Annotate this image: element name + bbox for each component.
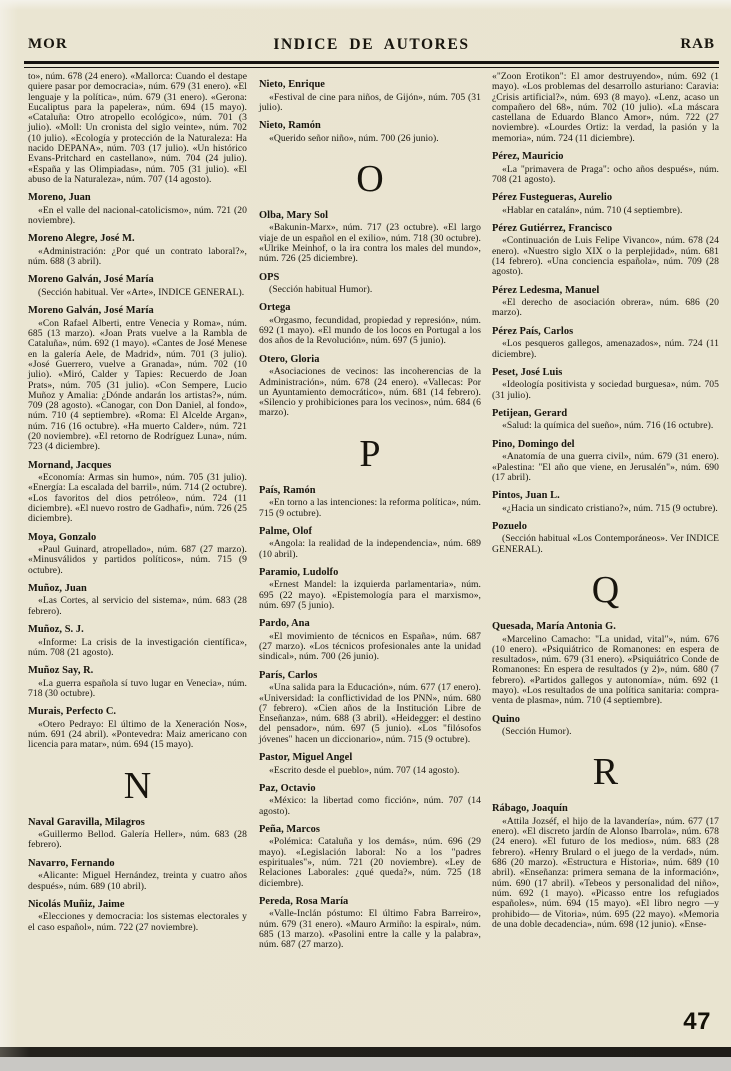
entry-articles: (Sección Humor). bbox=[502, 726, 572, 738]
entry-articles: «Festival de cine para niños, de Gijón», núm. 705 (31 julio). bbox=[259, 91, 481, 113]
author-name: Pereda, Rosa María bbox=[259, 895, 349, 907]
author-name: OPS bbox=[259, 271, 280, 283]
entry-articles: (Sección habitual Humor). bbox=[269, 284, 373, 296]
author-name: Pérez Ledesma, Manuel bbox=[492, 284, 600, 296]
entry-articles: «Otero Pedrayo: El último de la Xeneración Nos», núm. 691 (24 abril). «Pontevedra: Maiz americano con licencia para matar», núm. 694 (15 mayo). bbox=[28, 718, 247, 751]
entry-articles: «¿Hacia un sindicato cristiano?», núm. 715 (9 octubre). bbox=[502, 502, 718, 514]
entry-articles: «El derecho de asociación obrera», núm. 686 (20 marzo). bbox=[492, 297, 719, 319]
entry-articles: «Los pesqueros gallegos, amenazados», núm. 724 (11 diciembre). bbox=[492, 338, 719, 360]
continuation-paragraph: to», núm. 678 (24 enero). «Mallorca: Cuando el destape quiere pasar por democracia», núm. 679 (31 enero). «El lenguaje y la política», núm. 679 (31 enero). «Gerona: Eucaliptus para la papelera», núm. 694 (15 mayo). «Cataluña: Otro atropello ecológico», núm. 701 (3 julio). «Moll: Un cronista del siglo veinte», núm. 702 (10 julio). «Ecología y protección de la Naturaleza: Ha nacido DEPANA», núm. 703 (17 julio). «Un histórico Evans-Pritchard en castellano», núm. 704 (24 julio). «España y las Olimpiadas», núm. 705 (31 julio). «El abuso de la Naturaleza», núm. 707 (14 agosto). bbox=[28, 71, 247, 185]
entry-articles: «Con Rafael Alberti, entre Venecia y Roma», núm. 685 (13 marzo). «Joan Prats vuelve a la Rambla de Cataluña», núm. 692 (1 mayo). «Cantes de José Menese en la galería Aele, de Madrid», núm. 701 (3 julio). «José Guerrero, vuelve a Granada», núm. 702 (10 julio). «Miró, Calder y Tapies: Recuerdo de Joan Prats», núm. 705 (31 julio). «Con Sempere, Lucio Muñoz y Amalia: ¿Dónde andarán los artistas?», núm. 709 (28 agosto). «Canogar, con Don Daniel, al fondo», núm. 710 (4 septiembre). «Roma: El Alcelde Argan», núm. 716 (16 octubre). «Ha muerto Calder», núm. 721 (20 noviembre). «El retorno de Rodríguez Luna», núm. 723 (4 diciembre). bbox=[28, 317, 247, 453]
author-name: Peset, José Luis bbox=[492, 366, 563, 378]
running-head-left-keyword: MOR bbox=[28, 36, 68, 52]
column-2 bbox=[259, 72, 481, 951]
entry-articles: «La "primavera de Praga": ocho años después», núm. 708 (21 agosto). bbox=[492, 163, 719, 185]
entry-articles: «Querido señor niño», núm. 700 (26 junio). bbox=[269, 132, 439, 144]
author-name: Peña, Marcos bbox=[259, 823, 321, 835]
header-double-rule bbox=[24, 61, 719, 68]
entry-articles: «En el valle del nacional-catolicismo», núm. 721 (20 noviembre). bbox=[28, 204, 247, 227]
author-name: Nicolás Muñiz, Jaime bbox=[28, 898, 125, 910]
author-name: Muñoz, Juan bbox=[28, 582, 87, 594]
entry-articles: «Bakunin-Marx», núm. 717 (23 octubre). «El largo viaje de un español en el exilio», núm. 718 (30 octubre). «Ulrike Meinhof, o la ira contra los males del mundo», núm. 726 (25 diciembre). bbox=[259, 222, 481, 265]
section-letter-r: R bbox=[592, 751, 619, 794]
running-head-right-keyword: RAB bbox=[680, 36, 715, 52]
author-name: Pintos, Juan L. bbox=[492, 490, 560, 502]
entry-articles: «Alicante: Miguel Hernández, treinta y cuatro años después», núm. 689 (10 abril). bbox=[28, 870, 247, 892]
entry-articles: «Asociaciones de vecinos: las incoherencias de la Administración», núm. 678 (24 enero). «Vallecas: Por un Ayuntamiento democrático», núm. 681 (14 febrero). «Silencio y prohibiciones para los vecinos», núm. 684 (6 marzo). bbox=[259, 366, 481, 419]
entry-articles: «Hablar en catalán», núm. 710 (4 septiembre). bbox=[502, 204, 683, 216]
author-name: Pérez País, Carlos bbox=[492, 325, 574, 337]
entry-articles: «Orgasmo, fecundidad, propiedad y represión», núm. 692 (1 mayo). «El mundo de los locos en Portugal a los dos años de la Revolución», núm. 697 (5 junio). bbox=[259, 314, 481, 347]
author-name: Moreno Galván, José María bbox=[28, 305, 154, 317]
author-name: Muñoz, S. J. bbox=[28, 624, 84, 636]
entry-articles: «Administración: ¿Por qué un contrato laboral?», núm. 688 (3 abril). bbox=[28, 245, 247, 268]
author-name: Pérez Gutiérrez, Francisco bbox=[492, 222, 613, 234]
author-name: Otero, Gloria bbox=[259, 353, 320, 365]
entry-articles: «Valle-Inclán póstumo: El último Fabra Barreiro», núm. 679 (31 enero). «Mauro Armiño: la espiral», núm. 685 (13 marzo). «Pasolini entre la calle y la palabra», núm. 687 (27 marzo). bbox=[259, 908, 481, 951]
author-name: Quino bbox=[492, 713, 520, 725]
author-name: Pastor, Miguel Angel bbox=[259, 752, 353, 763]
author-name: Pardo, Ana bbox=[259, 618, 310, 630]
entry-articles: «Attila Jozséf, el hijo de la lavandería», núm. 677 (17 enero). «El discreto jardín de Alonso Ibarrola», núm. 678 (24 enero). «El futuro de los medios», núm. 683 (28 febrero). «Henry Brulard o el juego de la verdad», núm. 686 (20 marzo). «Estructura e Historia», núm. 689 (10 abril). «Enseñanza: primera semana de la información», núm. 690 (17 abril). «Tebeos y personalidad del niño», núm. 692 (1 mayo). «Picasso entre los refugiados españoles», núm. 694 (15 mayo). «El libro negro —y prohibido— de Vitoria», núm. 695 (22 mayo). «Memoria de una doble decadencia», núm. 698 (12 junio). «Ense- bbox=[492, 815, 719, 930]
author-name: Pozuelo bbox=[492, 520, 527, 532]
author-name: Palme, Olof bbox=[259, 525, 313, 537]
author-name: Pérez, Mauricio bbox=[492, 151, 564, 163]
entry-articles: «Informe: La crisis de la investigación científica», núm. 708 (21 agosto). bbox=[28, 636, 247, 658]
section-letter-p: P bbox=[359, 432, 381, 475]
entry-articles: «Ernest Mandel: la izquierda parlamentaria», núm. 695 (22 mayo). «Epistemología para el marxismo», núm. 697 (5 junio). bbox=[259, 579, 481, 612]
section-letter-q: Q bbox=[591, 569, 620, 612]
entry-articles: (Sección habitual «Los Contemporáneos». Ver INDICE GENERAL). bbox=[492, 533, 719, 555]
entry-articles: «Escrito desde el pueblo», núm. 707 (14 agosto). bbox=[269, 764, 460, 776]
author-name: Petijean, Gerard bbox=[492, 407, 568, 419]
running-head bbox=[28, 36, 715, 58]
entry-articles: «Ideología positivista y sociedad burguesa», núm. 705 (31 julio). bbox=[492, 379, 719, 401]
entry-articles: «Economía: Armas sin humo», núm. 705 (31 julio). «Energía: La escalada del barril», núm. 714 (2 octubre). «Los favoritos del dios petróleo», núm. 724 (11 diciembre). «El nuevo rostro de Gadhafi», núm. 726 (25 diciembre). bbox=[28, 472, 247, 525]
author-name: Navarro, Fernando bbox=[28, 857, 115, 869]
section-letter-n: N bbox=[123, 764, 152, 807]
author-name: Moya, Gonzalo bbox=[28, 531, 97, 543]
entry-articles: «Salud: la química del sueño», núm. 716 (16 octubre). bbox=[502, 420, 714, 432]
entry-articles: «El movimiento de técnicos en España», núm. 687 (27 marzo). «Los técnicos profesionales ante la unidad sindical», núm. 700 (26 junio). bbox=[259, 630, 481, 663]
entry-articles: «En torno a las intenciones: la reforma política», núm. 715 (9 octubre). bbox=[259, 497, 481, 519]
author-name: Moreno Alegre, José M. bbox=[28, 233, 135, 245]
author-name: Rábago, Joaquín bbox=[492, 803, 568, 815]
author-name: Moreno Galván, José María bbox=[28, 274, 154, 286]
author-name: Muñoz Say, R. bbox=[28, 665, 94, 677]
author-name: Nieto, Enrique bbox=[259, 79, 325, 90]
page-bottom-edge bbox=[0, 1047, 731, 1057]
entry-articles: «Una salida para la Educación», núm. 677 (17 enero). «Universidad: la conflictividad de los PNN», núm. 680 (7 febrero). «Cien años de la Institución Libre de Enseñanza», núm. 688 (3 abril). «Heidegger: el destino del pensador», núm. 697 (5 junio). «Los "filósofos jóvenes" hacen un diccionario», núm. 715 (9 octubre). bbox=[259, 682, 481, 745]
entry-articles: «Marcelino Camacho: "La unidad, vital"», núm. 676 (10 enero). «Psiquiátrico de Romanones: en espera de resultados», núm. 679 (31 enero). «Psiquiátrico Conde de Romanones: En espera de resultados (y 2)», núm. 680 (7 febrero). «Partidos gallegos y autonomía», núm. 692 (1 mayo). «Los resultados de una política sanitaria: compra-venta de plasma», núm. 710 (4 septiembre). bbox=[492, 633, 719, 707]
author-name: Nieto, Ramón bbox=[259, 120, 321, 132]
author-name: País, Ramón bbox=[259, 484, 316, 496]
author-name: Naval Garavilla, Milagros bbox=[28, 816, 145, 828]
author-name: Pino, Domingo del bbox=[492, 438, 575, 450]
entry-articles: «Anatomía de una guerra civil», núm. 679 (31 enero). «Palestina: "El año que viene, en Jerusalén"», núm. 690 (17 abril). bbox=[492, 451, 719, 483]
page-title: INDICE DE AUTORES bbox=[273, 36, 470, 53]
author-name: Quesada, María Antonia G. bbox=[492, 621, 616, 633]
column-3 bbox=[492, 72, 719, 930]
entry-articles: «La guerra española sí tuvo lugar en Venecia», núm. 718 (30 octubre). bbox=[28, 677, 247, 699]
entry-articles: (Sección habitual. Ver «Arte», INDICE GENERAL). bbox=[38, 286, 245, 298]
scanner-background bbox=[0, 1057, 731, 1071]
entry-articles: «Polémica: Cataluña y los demás», núm. 696 (29 mayo). «Legislación laboral: No a los "padres espirituales"», núm. 721 (20 noviembre). «Ley de Relaciones Laborales: ¿qué queda?», núm. 725 (18 diciembre). bbox=[259, 836, 481, 889]
author-name: Paz, Octavio bbox=[259, 782, 316, 794]
entry-articles: «México: la libertad como ficción», núm. 707 (14 agosto). bbox=[259, 795, 481, 817]
continuation-paragraph: «"Zoon Erotikon": El amor destruyendo», núm. 692 (1 mayo). «Los problemas del desarrollo asturiano: Caravia: ¿Crisis artificial?», núm. 693 (8 mayo). «Lenz, acaso un compañero del 68», núm. 702 (10 julio). «La máscara castellana de Eduardo Blanco Amor», núm. 722 (27 noviembre). «Lourdes Ortiz: la verdad, la pasión y la memoria», núm. 724 (11 diciembre). bbox=[492, 71, 719, 144]
author-name: Pérez Fustegueras, Aurelio bbox=[492, 192, 613, 204]
author-name: París, Carlos bbox=[259, 669, 318, 681]
section-letter-o: O bbox=[356, 157, 384, 200]
entry-articles: «Las Cortes, al servicio del sistema», núm. 683 (28 febrero). bbox=[28, 595, 247, 617]
entry-articles: «Angola: la realidad de la independencia», núm. 689 (10 abril). bbox=[259, 538, 481, 560]
entry-articles: «Guillermo Bellod. Galería Heller», núm. 683 (28 febrero). bbox=[28, 829, 247, 851]
author-name: Paramio, Ludolfo bbox=[259, 566, 339, 578]
author-name: Olba, Mary Sol bbox=[259, 209, 329, 221]
entry-articles: «Paul Guinard, atropellado», núm. 687 (27 marzo). «Minusválidos y partidos políticos», núm. 715 (9 octubre). bbox=[28, 544, 247, 576]
column-1 bbox=[28, 72, 247, 933]
entry-articles: «Continuación de Luis Felipe Vivanco», núm. 678 (24 enero). «Nuestro siglo XIX o la perplejidad», núm. 681 (14 febrero). «Una conciencia española», núm. 709 (28 agosto). bbox=[492, 235, 719, 278]
author-name: Moreno, Juan bbox=[28, 192, 91, 204]
author-name: Murais, Perfecto C. bbox=[28, 706, 117, 718]
entry-articles: «Elecciones y democracia: los sistemas electorales y el caso español», núm. 722 (27 noviembre). bbox=[28, 911, 247, 933]
page-number: 47 bbox=[683, 1008, 711, 1035]
author-name: Ortega bbox=[259, 302, 291, 314]
author-name: Mornand, Jacques bbox=[28, 459, 112, 471]
